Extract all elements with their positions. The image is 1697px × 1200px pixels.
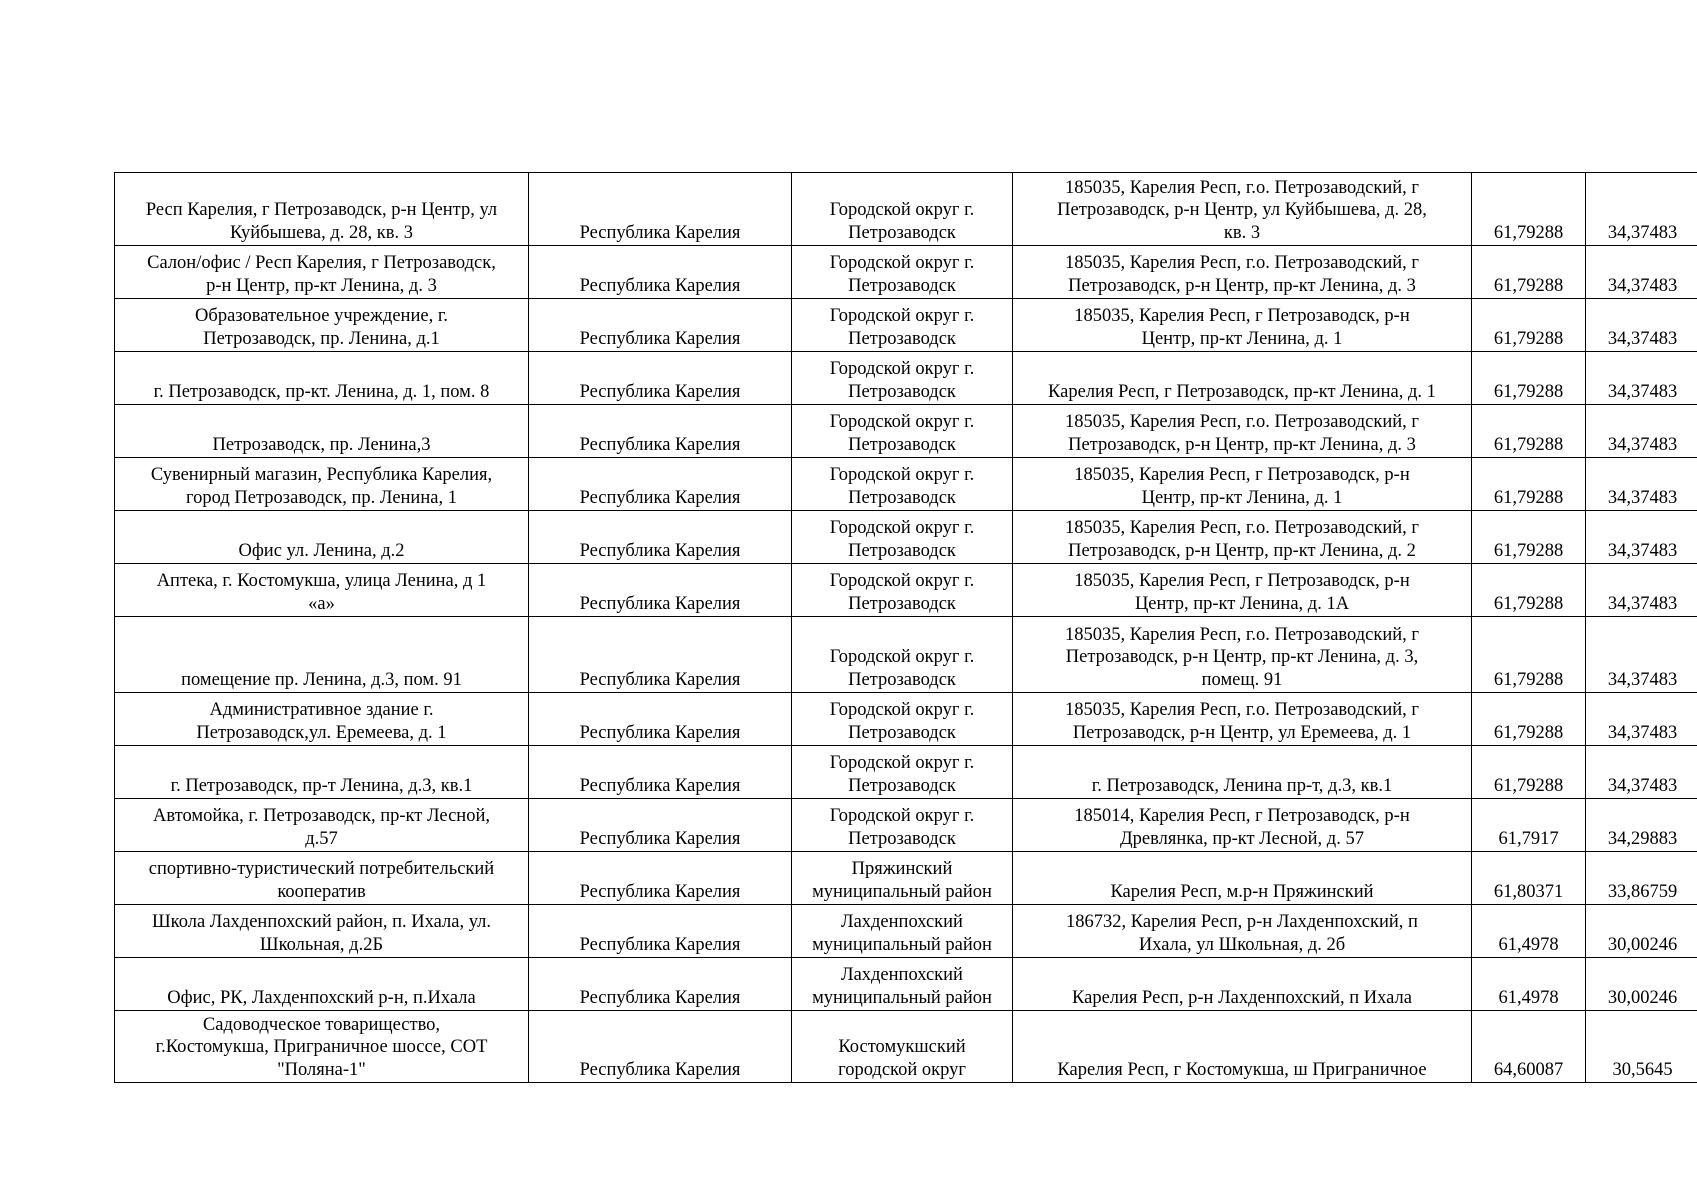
municipality-cell: Городской округ г. Петрозаводск xyxy=(792,352,1013,405)
latitude-cell: 61,79288 xyxy=(1472,352,1586,405)
municipality-cell: Лахденпохский муниципальный район xyxy=(792,958,1013,1011)
table-row xyxy=(115,173,1697,246)
municipality-cell: Городской округ г. Петрозаводск xyxy=(792,405,1013,458)
longitude-cell: 34,37483 xyxy=(1586,617,1697,693)
address-cell: Образовательное учреждение, г. Петрозаводск, пр. Ленина, д.1 xyxy=(115,299,529,352)
address-cell: Офис, РК, Лахденпохский р-н, п.Ихала xyxy=(115,958,529,1011)
address-cell: Офис ул. Ленина, д.2 xyxy=(115,511,529,564)
table-row xyxy=(115,564,1697,617)
full-address-cell: 185035, Карелия Респ, г Петрозаводск, р-н Центр, пр-кт Ленина, д. 1 xyxy=(1013,458,1472,511)
municipality-cell: Городской округ г. Петрозаводск xyxy=(792,617,1013,693)
full-address-cell: 185035, Карелия Респ, г Петрозаводск, р-н Центр, пр-кт Ленина, д. 1А xyxy=(1013,564,1472,617)
full-address-cell: 185035, Карелия Респ, г.о. Петрозаводский, г Петрозаводск, р-н Центр, пр-кт Ленина, д. 3, помещ. 91 xyxy=(1013,617,1472,693)
address-cell: Автомойка, г. Петрозаводск, пр-кт Лесной, д.57 xyxy=(115,799,529,852)
longitude-cell: 34,37483 xyxy=(1586,511,1697,564)
municipality-cell: Городской округ г. Петрозаводск xyxy=(792,799,1013,852)
municipality-cell: Костомукшский городской округ xyxy=(792,1011,1013,1083)
latitude-cell: 61,79288 xyxy=(1472,458,1586,511)
address-cell: Аптека, г. Костомукша, улица Ленина, д 1 «а» xyxy=(115,564,529,617)
full-address-cell: 185035, Карелия Респ, г.о. Петрозаводский, г Петрозаводск, р-н Центр, ул Куйбышева, д. 28, кв. 3 xyxy=(1013,173,1472,246)
longitude-cell: 34,37483 xyxy=(1586,693,1697,746)
address-cell: г. Петрозаводск, пр-кт. Ленина, д. 1, пом. 8 xyxy=(115,352,529,405)
longitude-cell: 34,37483 xyxy=(1586,458,1697,511)
region-cell: Республика Карелия xyxy=(529,246,792,299)
latitude-cell: 61,79288 xyxy=(1472,405,1586,458)
region-cell: Республика Карелия xyxy=(529,352,792,405)
longitude-cell: 34,37483 xyxy=(1586,746,1697,799)
table-row xyxy=(115,905,1697,958)
municipality-cell: Городской округ г. Петрозаводск xyxy=(792,299,1013,352)
municipality-cell: Городской округ г. Петрозаводск xyxy=(792,746,1013,799)
table-row xyxy=(115,405,1697,458)
latitude-cell: 61,79288 xyxy=(1472,617,1586,693)
full-address-cell: Карелия Респ, р-н Лахденпохский, п Ихала xyxy=(1013,958,1472,1011)
longitude-cell: 34,37483 xyxy=(1586,246,1697,299)
region-cell: Республика Карелия xyxy=(529,746,792,799)
municipality-cell: Лахденпохский муниципальный район xyxy=(792,905,1013,958)
table-row xyxy=(115,458,1697,511)
latitude-cell: 64,60087 xyxy=(1472,1011,1586,1083)
full-address-cell: Карелия Респ, г Костомукша, ш Приграничное xyxy=(1013,1011,1472,1083)
full-address-cell: 186732, Карелия Респ, р-н Лахденпохский, п Ихала, ул Школьная, д. 2б xyxy=(1013,905,1472,958)
longitude-cell: 30,00246 xyxy=(1586,958,1697,1011)
longitude-cell: 34,37483 xyxy=(1586,564,1697,617)
address-cell: Респ Карелия, г Петрозаводск, р-н Центр, ул Куйбышева, д. 28, кв. 3 xyxy=(115,173,529,246)
full-address-cell: 185035, Карелия Респ, г Петрозаводск, р-н Центр, пр-кт Ленина, д. 1 xyxy=(1013,299,1472,352)
full-address-cell: 185035, Карелия Респ, г.о. Петрозаводский, г Петрозаводск, р-н Центр, пр-кт Ленина, д. 3 xyxy=(1013,405,1472,458)
table-row xyxy=(115,352,1697,405)
latitude-cell: 61,79288 xyxy=(1472,246,1586,299)
latitude-cell: 61,80371 xyxy=(1472,852,1586,905)
latitude-cell: 61,4978 xyxy=(1472,905,1586,958)
table-row xyxy=(115,958,1697,1011)
longitude-cell: 34,29883 xyxy=(1586,799,1697,852)
municipality-cell: Городской округ г. Петрозаводск xyxy=(792,693,1013,746)
municipality-cell: Городской округ г. Петрозаводск xyxy=(792,564,1013,617)
longitude-cell: 30,00246 xyxy=(1586,905,1697,958)
longitude-cell: 34,37483 xyxy=(1586,352,1697,405)
full-address-cell: 185014, Карелия Респ, г Петрозаводск, р-н Древлянка, пр-кт Лесной, д. 57 xyxy=(1013,799,1472,852)
address-cell: помещение пр. Ленина, д.3, пом. 91 xyxy=(115,617,529,693)
table-row xyxy=(115,617,1697,693)
region-cell: Республика Карелия xyxy=(529,617,792,693)
address-cell: Садоводческое товарищество, г.Костомукша, Приграничное шоссе, СОТ "Поляна-1" xyxy=(115,1011,529,1083)
longitude-cell: 30,5645 xyxy=(1586,1011,1697,1083)
longitude-cell: 34,37483 xyxy=(1586,299,1697,352)
region-cell: Республика Карелия xyxy=(529,958,792,1011)
longitude-cell: 33,86759 xyxy=(1586,852,1697,905)
region-cell: Республика Карелия xyxy=(529,905,792,958)
table-row xyxy=(115,246,1697,299)
table-row xyxy=(115,799,1697,852)
latitude-cell: 61,79288 xyxy=(1472,746,1586,799)
latitude-cell: 61,4978 xyxy=(1472,958,1586,1011)
latitude-cell: 61,79288 xyxy=(1472,564,1586,617)
address-cell: спортивно-туристический потребительский кооператив xyxy=(115,852,529,905)
full-address-cell: Карелия Респ, г Петрозаводск, пр-кт Ленина, д. 1 xyxy=(1013,352,1472,405)
municipality-cell: Городской округ г. Петрозаводск xyxy=(792,458,1013,511)
region-cell: Республика Карелия xyxy=(529,799,792,852)
region-cell: Республика Карелия xyxy=(529,299,792,352)
latitude-cell: 61,79288 xyxy=(1472,173,1586,246)
address-cell: Сувенирный магазин, Республика Карелия, город Петрозаводск, пр. Ленина, 1 xyxy=(115,458,529,511)
region-cell: Республика Карелия xyxy=(529,173,792,246)
full-address-cell: г. Петрозаводск, Ленина пр-т, д.3, кв.1 xyxy=(1013,746,1472,799)
full-address-cell: 185035, Карелия Респ, г.о. Петрозаводский, г Петрозаводск, р-н Центр, пр-кт Ленина, д. 3 xyxy=(1013,246,1472,299)
region-cell: Республика Карелия xyxy=(529,511,792,564)
full-address-cell: 185035, Карелия Респ, г.о. Петрозаводский, г Петрозаводск, р-н Центр, ул Еремеева, д. 1 xyxy=(1013,693,1472,746)
region-cell: Республика Карелия xyxy=(529,458,792,511)
address-cell: г. Петрозаводск, пр-т Ленина, д.3, кв.1 xyxy=(115,746,529,799)
latitude-cell: 61,79288 xyxy=(1472,299,1586,352)
municipality-cell: Городской округ г. Петрозаводск xyxy=(792,511,1013,564)
table-body xyxy=(115,173,1697,1083)
table-row xyxy=(115,299,1697,352)
region-cell: Республика Карелия xyxy=(529,1011,792,1083)
region-cell: Республика Карелия xyxy=(529,564,792,617)
table-row xyxy=(115,1011,1697,1083)
region-cell: Республика Карелия xyxy=(529,405,792,458)
latitude-cell: 61,7917 xyxy=(1472,799,1586,852)
table-row xyxy=(115,511,1697,564)
full-address-cell: Карелия Респ, м.р-н Пряжинский xyxy=(1013,852,1472,905)
municipality-cell: Городской округ г. Петрозаводск xyxy=(792,246,1013,299)
municipality-cell: Городской округ г. Петрозаводск xyxy=(792,173,1013,246)
data-table xyxy=(114,172,1697,1083)
full-address-cell: 185035, Карелия Респ, г.о. Петрозаводский, г Петрозаводск, р-н Центр, пр-кт Ленина, д. 2 xyxy=(1013,511,1472,564)
address-cell: Административное здание г. Петрозаводск,ул. Еремеева, д. 1 xyxy=(115,693,529,746)
address-cell: Петрозаводск, пр. Ленина,3 xyxy=(115,405,529,458)
latitude-cell: 61,79288 xyxy=(1472,693,1586,746)
longitude-cell: 34,37483 xyxy=(1586,405,1697,458)
municipality-cell: Пряжинский муниципальный район xyxy=(792,852,1013,905)
region-cell: Республика Карелия xyxy=(529,693,792,746)
address-cell: Школа Лахденпохский район, п. Ихала, ул. Школьная, д.2Б xyxy=(115,905,529,958)
table-row xyxy=(115,693,1697,746)
table-row xyxy=(115,852,1697,905)
region-cell: Республика Карелия xyxy=(529,852,792,905)
longitude-cell: 34,37483 xyxy=(1586,173,1697,246)
address-cell: Салон/офис / Респ Карелия, г Петрозаводск, р-н Центр, пр-кт Ленина, д. 3 xyxy=(115,246,529,299)
table-row xyxy=(115,746,1697,799)
latitude-cell: 61,79288 xyxy=(1472,511,1586,564)
